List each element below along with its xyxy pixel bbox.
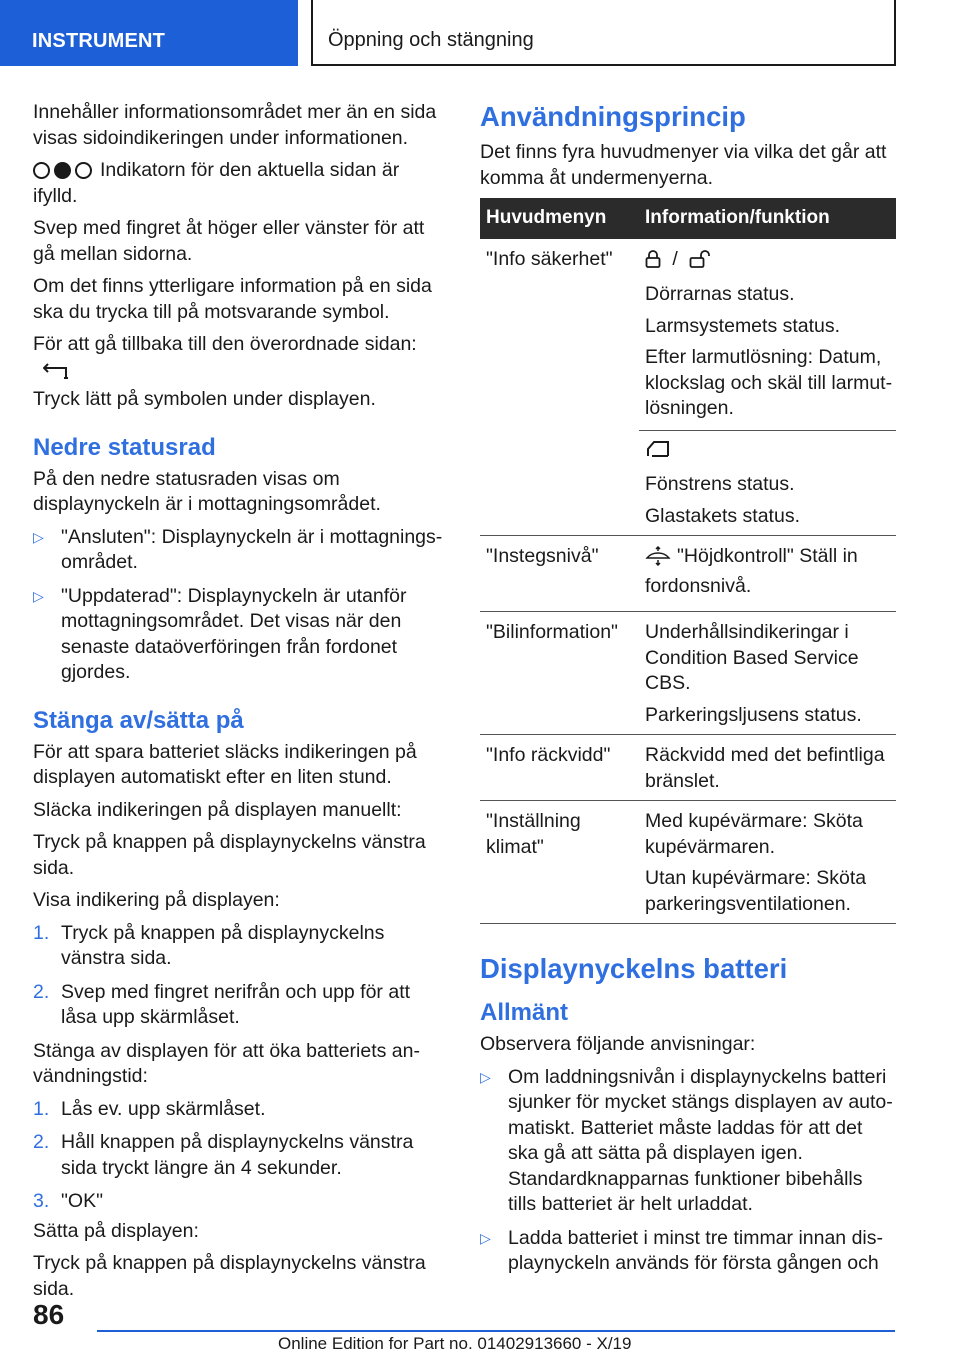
paragraph: På den nedre statusraden visas om displaynyckeln är i mottagningsområdet. (33, 467, 381, 515)
table-row (480, 612, 896, 735)
list-item (33, 1130, 445, 1181)
section-tab (0, 0, 298, 66)
cell-text: Med kupévärmare: Sköta kupévärmaren. (645, 810, 863, 858)
footer-edition: Online Edition for Part no. 01402913660 - X/19 (278, 1334, 632, 1353)
list-item (33, 525, 445, 576)
car-window-icon (645, 439, 896, 467)
cell-text: Glastakets status. (645, 504, 800, 527)
bullet-triangle-icon: ▷ (33, 587, 44, 604)
heading-status-bar: Nedre statusrad (33, 433, 216, 461)
table-cell: "Info räckvidd" (480, 735, 639, 801)
list-item (33, 584, 445, 686)
left-column (33, 100, 445, 1309)
paragraph (33, 332, 445, 413)
cell-text: Efter larmutlösning: Datum, klockslag och skäl till larmutlösningen. (645, 346, 893, 419)
lock-icons (645, 247, 896, 277)
table-row (480, 801, 896, 924)
section-title: INSTRUMENT (32, 30, 166, 52)
cell-text: Fönstrens status. (645, 473, 795, 495)
heading-general: Allmänt (480, 999, 569, 1026)
paragraph: Svep med fingret åt höger eller vänster för att gå mellan sidorna. (33, 217, 425, 265)
paragraph: Innehåller informationsområdet mer än en sida visas sidoindikeringen under informationen. (33, 101, 437, 149)
lock-closed-icon (645, 249, 661, 277)
table-cell: "Instegsnivå" (480, 536, 639, 612)
list-item-text: "Uppdaterad": Displaynyckeln är utanför mottagningsområdet. Det visas när den senaste dataöverföringen från fordonet gjordes. (61, 584, 407, 683)
table-cell (639, 239, 896, 536)
paragraph: Observera följande anvisningar: (480, 1033, 756, 1055)
step-number: 3. (33, 1190, 50, 1212)
table-cell: "Info säkerhet" (480, 239, 639, 536)
list-item-text: Håll knappen på displaynyckelns vänstra sida tryckt längre än 4 sekunder. (61, 1131, 414, 1179)
cell-text: Utan kupévärmare: Sköta parkeringsventilationen. (645, 867, 867, 915)
table-subsection (639, 430, 896, 530)
bullet-triangle-icon: ▷ (480, 1068, 491, 1085)
cell-text: Larmsystemets status. (645, 314, 841, 337)
table-cell: "Bilinformation" (480, 612, 639, 735)
page-number: 86 (33, 1299, 65, 1330)
step-number: 2. (33, 1131, 50, 1153)
paragraph: Det finns fyra huvudmenyer via vilka det går att komma åt undermenyerna. (480, 141, 887, 189)
list-item-text: "Ansluten": Displaynyckeln är i mottagningsområdet. (61, 525, 443, 573)
paragraph-text: För att gå tillbaka till den överordnade sidan: (33, 333, 417, 355)
list-item-text: Lås ev. upp skärmlåset. (61, 1097, 266, 1120)
table-row (480, 735, 896, 801)
chapter-header (311, 0, 896, 66)
step-number: 1. (33, 1097, 50, 1120)
lock-open-icon (689, 249, 715, 277)
cell-text: Parkeringsljusens status. (645, 703, 862, 726)
list-item-text: Tryck på knappen på displaynyckelns vänstra sida. (61, 921, 385, 969)
paragraph: Visa indikering på displayen: (33, 889, 280, 911)
list-item (33, 1097, 445, 1123)
cell-text: "Höjdkontroll" Ställ in fordonsnivå. (645, 545, 858, 597)
paragraph: Stänga av displayen för att öka batteriets användningstid: (33, 1039, 420, 1087)
right-column (480, 100, 896, 1285)
paragraph: Tryck på knappen på displaynyckelns vänstra sida. (33, 831, 426, 879)
cell-text: Räckvidd med det befintliga bränslet. (645, 744, 885, 792)
list-item-text: Svep med fingret nerifrån och upp för att låsa upp skärmlåset. (61, 980, 411, 1028)
table-header-menu: Huvudmenyn (480, 198, 639, 239)
table-cell (639, 735, 896, 801)
heading-key-battery: Displaynyckelns batteri (480, 953, 788, 984)
table-row (480, 536, 896, 612)
table-cell (639, 612, 896, 735)
table-header-info: Information/funktion (639, 198, 896, 239)
paragraph: För att spara batteriet släcks indikeringen på displayen automatiskt efter en liten stund. (33, 740, 417, 788)
list-item (480, 1226, 896, 1277)
bullet-triangle-icon: ▷ (33, 528, 44, 545)
paragraph: Tryck på knappen på displaynyckelns vänstra sida. (33, 1252, 426, 1300)
list-item-text: Om laddningsnivån i displaynyckelns batteri sjunker för mycket stängs displayen av automatiskt. Batteriet måste laddas för att det ska gå att sätta på displayen igen. Standardknapparnas funktioner bibehålls tills batteriet är helt urladdat. (508, 1065, 893, 1215)
paragraph: Om det finns ytterligare information på en sida ska du trycka till på motsvarande symbol. (33, 275, 432, 323)
heading-on-off: Stänga av/sätta på (33, 706, 244, 734)
list-item (480, 1065, 896, 1218)
car-height-icon (645, 546, 671, 574)
list-item-text: "OK" (61, 1190, 104, 1212)
paragraph (33, 158, 445, 209)
paragraph-text: Indikatorn för den aktuella sidan är ifylld. (33, 159, 400, 207)
table-cell (639, 801, 896, 924)
step-number: 1. (33, 921, 50, 944)
chapter-title: Öppning och stängning (328, 29, 534, 51)
heading-usage-principle: Användningsprincip (480, 101, 746, 132)
cell-text: Underhållsindikeringar i Condition Based Service CBS. (645, 621, 859, 694)
list-item-text: Ladda batteriet i minst tre timmar innan displaynyckeln används för första gången och (508, 1226, 884, 1274)
list-item (33, 980, 445, 1031)
list-item (33, 921, 445, 972)
bullet-triangle-icon: ▷ (480, 1229, 491, 1246)
cell-text: Dörrarnas status. (645, 283, 795, 305)
list-item (33, 1189, 445, 1215)
paragraph-text: Tryck lätt på symbolen under displayen. (33, 388, 376, 410)
paragraph: Släcka indikeringen på displayen manuellt: (33, 798, 402, 821)
back-arrow-icon (43, 362, 69, 388)
table-row (480, 239, 896, 536)
table-cell (639, 536, 896, 612)
step-number: 2. (33, 980, 50, 1003)
table-cell: "Inställning klimat" (480, 801, 639, 924)
main-menu-table (480, 198, 896, 924)
paragraph: Sätta på displayen: (33, 1219, 199, 1242)
page-indicator-dots-icon (33, 162, 92, 179)
slash-text: / (672, 247, 678, 270)
footer-divider (97, 1330, 895, 1332)
